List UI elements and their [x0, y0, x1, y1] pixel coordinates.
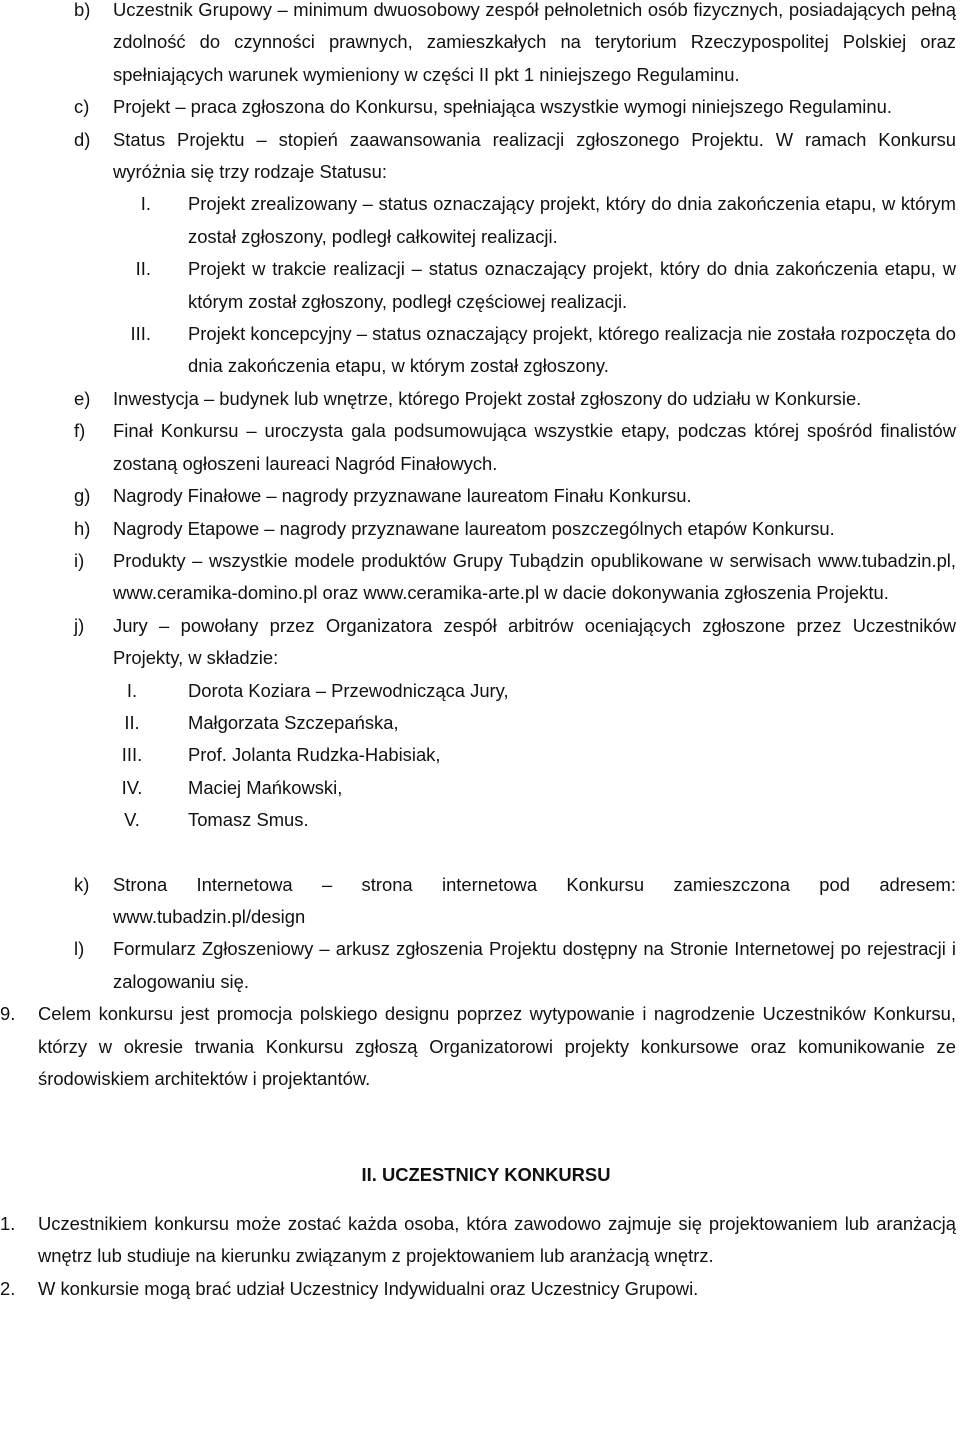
item-text: Produkty – wszystkie modele produktów Grupy Tubądzin opublikowane w serwisach www.tubadzin.pl, www.ceramika-domino.pl oraz www.ceramika-arte.pl w dacie dokonywania zgłoszenia Projektu.	[113, 549, 956, 604]
item-label: 1.	[0, 1212, 16, 1234]
definition-item-g	[74, 480, 956, 512]
item-label: c)	[74, 96, 90, 118]
spacer	[0, 1095, 960, 1159]
item-text: Celem konkursu jest promocja polskiego designu poprzez wytypowanie i nagrodzenie Uczestników Konkursu, którzy w okresie trwania Konkursu zgłoszą Organizatorowi projekty konkursowe oraz komunikowanie ze środowiskiem architektów i projektantów.	[38, 1003, 956, 1089]
item-label: I.	[126, 679, 138, 701]
definition-item-l	[74, 933, 956, 998]
jury-member-2	[124, 707, 960, 739]
item-label: g)	[74, 485, 91, 507]
definition-item-f	[74, 415, 956, 480]
item-text: Formularz Zgłoszeniowy – arkusz zgłoszenia Projektu dostępny na Stronie Internetowej po rejestracji i zalogowaniu się.	[113, 938, 956, 992]
item-label: b)	[74, 0, 91, 20]
item-text: Projekt w trakcie realizacji – status oznaczający projekt, który do dnia zakończenia etapu, w którym został zgłoszony, podległ częściowej realizacji.	[188, 258, 956, 312]
item-text: Nagrody Etapowe – nagrody przyznawane laureatom poszczególnych etapów Konkursu.	[113, 517, 835, 539]
point-9	[0, 998, 956, 1095]
spacer	[0, 837, 960, 869]
section-item-2	[0, 1273, 956, 1305]
item-text: Uczestnik Grupowy – minimum dwuosobowy zespół pełnoletnich osób fizycznych, posiadających pełną zdolność do czynności prawnych, zamieszkałych na terytorium Rzeczypospolitej Polskiej oraz spełniających warunek wymieniony w części II pkt 1 niniejszego Regulaminu.	[113, 0, 956, 85]
spacer	[0, 1192, 960, 1208]
item-label: II.	[135, 258, 151, 280]
item-label: III.	[121, 744, 143, 766]
item-label: i)	[74, 549, 85, 571]
status-item-2	[135, 253, 956, 318]
status-item-3	[130, 318, 956, 383]
item-label: 2.	[0, 1277, 16, 1299]
definition-item-d	[74, 124, 956, 189]
item-text: Strona Internetowa – strona internetowa Konkursu zamieszczona pod adresem: www.tubadzin.pl/design	[113, 873, 956, 927]
item-text: Status Projektu – stopień zaawansowania realizacji zgłoszonego Projektu. W ramach Konkursu wyróżnia się trzy rodzaje Statusu:	[113, 128, 956, 183]
item-label: l)	[74, 938, 85, 960]
definition-item-j	[74, 610, 956, 675]
item-text: W konkursie mogą brać udział Uczestnicy Indywidualni oraz Uczestnicy Grupowi.	[38, 1277, 699, 1299]
item-label: d)	[74, 128, 91, 150]
item-text: Jury – powołany przez Organizatora zespół arbitrów oceniających zgłoszone przez Uczestników Projekty, w składzie:	[113, 614, 956, 669]
item-text: Maciej Mańkowski,	[188, 776, 343, 798]
definition-item-h	[74, 513, 956, 545]
item-text: Inwestycja – budynek lub wnętrze, którego Projekt został zgłoszony do udziału w Konkursie.	[113, 387, 862, 409]
item-label: j)	[74, 614, 85, 636]
item-label: h)	[74, 517, 91, 539]
item-label: f)	[74, 420, 86, 442]
section-item-1	[0, 1208, 956, 1273]
item-text: Tomasz Smus.	[188, 809, 309, 831]
jury-member-3	[121, 739, 960, 771]
item-label: V.	[124, 809, 140, 831]
item-label: I.	[140, 193, 151, 215]
item-label: IV.	[121, 776, 143, 798]
item-text: Uczestnikiem konkursu może zostać każda osoba, która zawodowo zajmuje się projektowaniem lub aranżacją wnętrz lub studiuje na kierunku związanym z projektowaniem lub aranżacją wnętrz.	[38, 1212, 956, 1267]
jury-member-4	[121, 772, 960, 804]
item-text: Projekt koncepcyjny – status oznaczający projekt, którego realizacja nie została rozpoczęta do dnia zakończenia etapu, w którym został zgłoszony.	[188, 323, 956, 377]
jury-member-1	[126, 675, 960, 707]
section-heading: II. UCZESTNICY KONKURSU	[361, 1164, 611, 1186]
definition-item-b	[74, 0, 956, 91]
item-label: III.	[130, 323, 151, 345]
item-label: k)	[74, 873, 90, 895]
item-label: 9.	[0, 1003, 16, 1025]
definition-item-i	[74, 545, 956, 610]
item-text: Prof. Jolanta Rudzka-Habisiak,	[188, 744, 441, 766]
definition-item-c	[74, 91, 956, 123]
item-label: e)	[74, 387, 91, 409]
item-text: Projekt – praca zgłoszona do Konkursu, spełniająca wszystkie wymogi niniejszego Regulaminu.	[113, 96, 892, 118]
definition-item-k	[74, 869, 956, 934]
item-text: Dorota Koziara – Przewodnicząca Jury,	[188, 679, 509, 701]
item-text: Finał Konkursu – uroczysta gala podsumowująca wszystkie etapy, podczas której spośród finalistów zostaną ogłoszeni laureaci Nagród Finałowych.	[113, 420, 956, 474]
item-text: Małgorzata Szczepańska,	[188, 711, 399, 733]
item-text: Projekt zrealizowany – status oznaczający projekt, który do dnia zakończenia etapu, w którym został zgłoszony, podległ całkowitej realizacji.	[188, 193, 956, 247]
status-item-1	[140, 188, 956, 253]
item-label: II.	[124, 711, 140, 733]
item-text: Nagrody Finałowe – nagrody przyznawane laureatom Finału Konkursu.	[113, 485, 692, 507]
definition-item-e	[74, 383, 956, 415]
jury-member-5	[124, 804, 960, 836]
